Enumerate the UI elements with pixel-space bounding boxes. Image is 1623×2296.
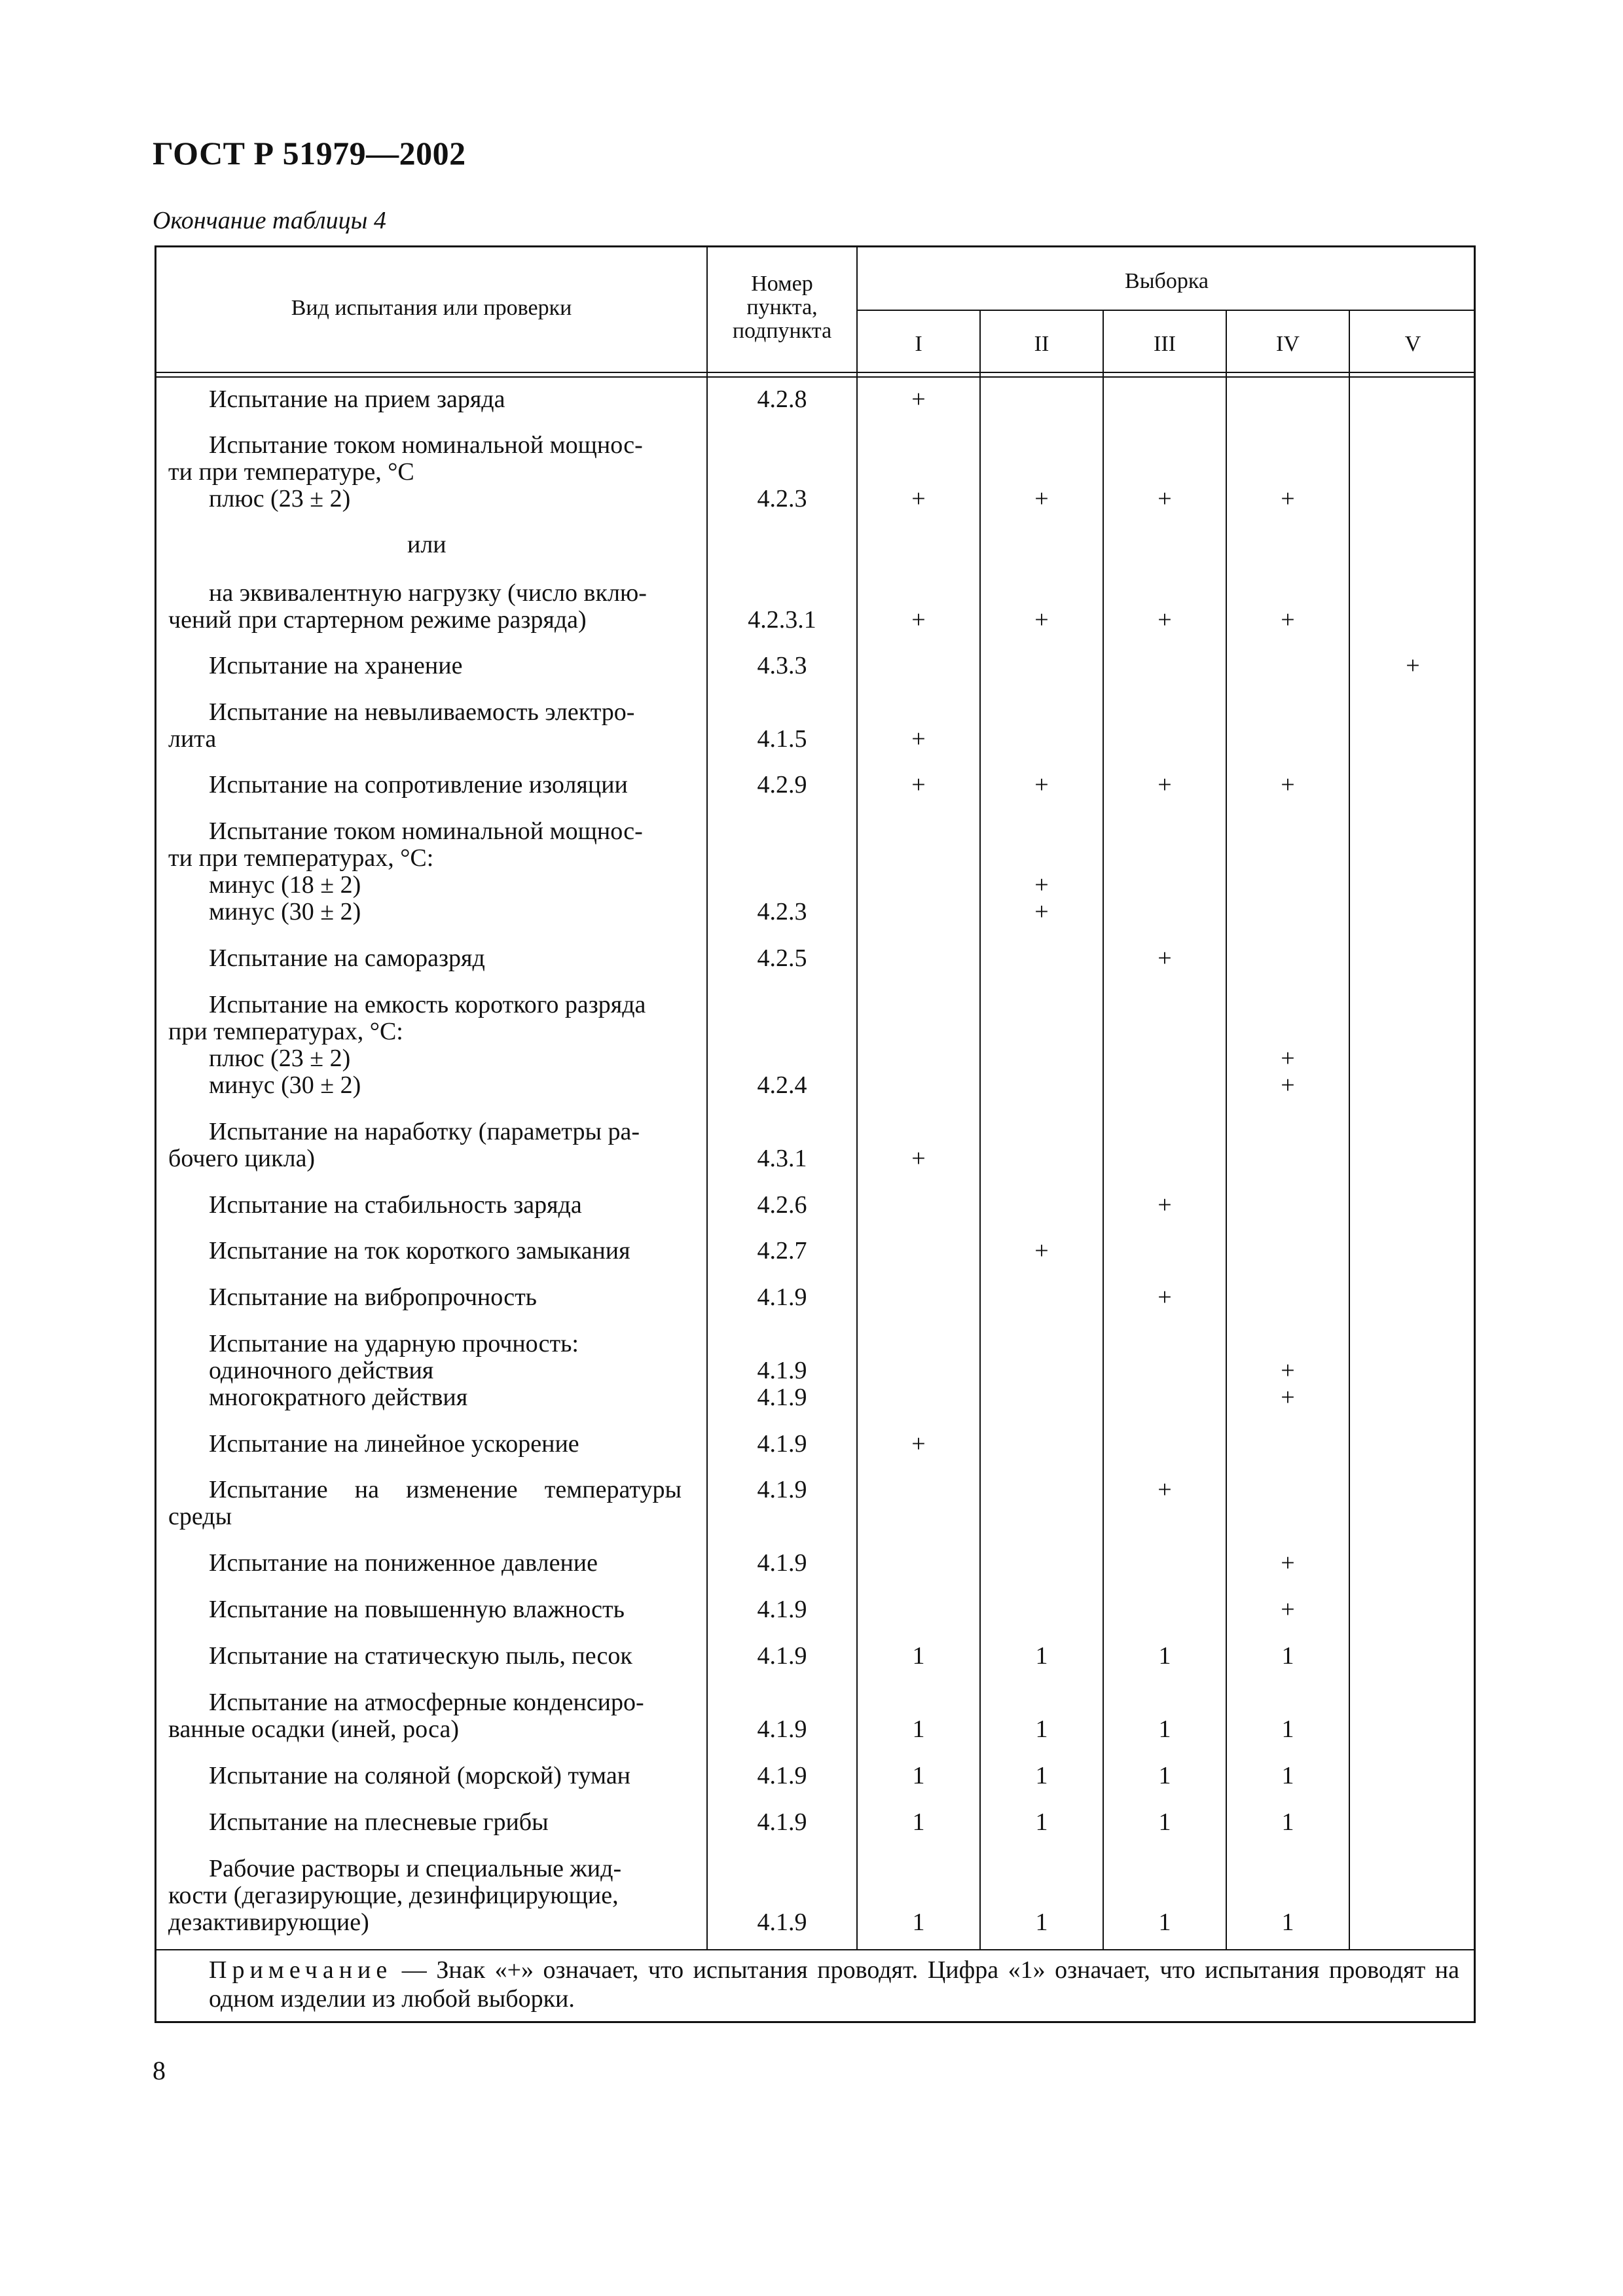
row-test-name: Испытание на плесневые грибы	[209, 1808, 549, 1836]
row-clause: 4.2.7	[757, 1237, 807, 1265]
mark-i: +	[911, 1430, 926, 1458]
page-number: 8	[153, 2056, 166, 2085]
row-test-name: Испытание на сопротивление изоляции	[209, 771, 628, 798]
row-test-name: кости (дегазирующие, дезинфицирующие,	[168, 1882, 619, 1909]
mark-iv: +	[1281, 1357, 1295, 1384]
row-clause: 4.1.9	[757, 1384, 807, 1411]
row-test-name: плюс (23 ± 2)	[209, 1045, 351, 1072]
mark-iii: +	[1158, 1283, 1172, 1311]
note-divider	[156, 1949, 1476, 1950]
mark-iii: +	[1158, 1191, 1172, 1219]
mark-iv: 1	[1281, 1762, 1294, 1789]
row-test-name: или	[407, 531, 447, 558]
row-test-name: чений при стартерном режиме разряда)	[168, 606, 587, 634]
mark-i: +	[911, 1145, 926, 1172]
mark-i: +	[911, 725, 926, 753]
row-clause: 4.3.1	[757, 1145, 807, 1172]
row-clause: 4.1.9	[757, 1762, 807, 1789]
mark-iii: 1	[1158, 1808, 1171, 1836]
row-test-name: при температурах, °С:	[168, 1018, 403, 1045]
row-test-name: дезактивирующие)	[168, 1909, 369, 1936]
mark-ii: 1	[1035, 1642, 1048, 1670]
header-sample-iii: III	[1154, 332, 1176, 356]
row-test-name: Испытание на статическую пыль, песок	[209, 1642, 632, 1670]
mark-iv: +	[1281, 485, 1295, 512]
row-test-name: многократного действия	[209, 1384, 468, 1411]
mark-i: 1	[912, 1715, 925, 1743]
mark-ii: +	[1034, 606, 1049, 634]
row-test-name: ванные осадки (иней, роса)	[168, 1715, 459, 1743]
row-clause: 4.1.9	[757, 1642, 807, 1670]
header-sample-iv: IV	[1276, 332, 1300, 356]
row-clause: 4.2.3.1	[748, 606, 816, 634]
row-test-name: Испытание на ток короткого замыкания	[209, 1237, 630, 1265]
row-test-name: плюс (23 ± 2)	[209, 485, 351, 512]
mark-ii: +	[1034, 771, 1049, 798]
row-clause: 4.1.9	[757, 1357, 807, 1384]
row-test-name: Испытание на изменение температуры	[209, 1476, 682, 1503]
row-test-name: Испытание на наработку (параметры ра-	[209, 1118, 640, 1145]
mark-v: +	[1406, 652, 1420, 679]
row-clause: 4.1.9	[757, 1549, 807, 1577]
header-sample-ii: II	[1034, 332, 1049, 356]
row-clause: 4.1.9	[757, 1430, 807, 1458]
mark-i: +	[911, 485, 926, 512]
col-divider	[1226, 310, 1227, 1949]
mark-iii: +	[1158, 606, 1172, 634]
test-table	[155, 245, 1476, 2023]
row-test-name: Испытание на повышенную влажность	[209, 1596, 625, 1623]
mark-iii: +	[1158, 944, 1172, 972]
row-test-name: среды	[168, 1503, 232, 1530]
header-sample-v: V	[1404, 332, 1421, 356]
mark-i: +	[911, 771, 926, 798]
mark-i: 1	[912, 1642, 925, 1670]
mark-iii: 1	[1158, 1909, 1171, 1936]
row-test-name: Испытание на хранение	[209, 652, 463, 679]
mark-iv: +	[1281, 1045, 1295, 1072]
row-test-name: бочего цикла)	[168, 1145, 316, 1172]
row-test-name: Рабочие растворы и специальные жид-	[209, 1855, 622, 1882]
row-divider	[856, 310, 1476, 311]
mark-ii: +	[1034, 1237, 1049, 1265]
mark-i: 1	[912, 1909, 925, 1936]
row-test-name: Испытание на прием заряда	[209, 386, 505, 413]
mark-iv: 1	[1281, 1642, 1294, 1670]
mark-iii: 1	[1158, 1715, 1171, 1743]
header-divider	[156, 376, 1476, 378]
mark-ii: 1	[1035, 1715, 1048, 1743]
row-test-name: Испытание на пониженное давление	[209, 1549, 598, 1577]
header-clause: Номер пункта, подпункта	[732, 272, 832, 343]
row-clause: 4.1.9	[757, 1808, 807, 1836]
mark-iv: +	[1281, 771, 1295, 798]
row-test-name: Испытание на саморазряд	[209, 944, 485, 972]
row-test-name: ти при температурах, °С:	[168, 844, 434, 872]
mark-i: 1	[912, 1762, 925, 1789]
table-note	[209, 1956, 1459, 2013]
row-test-name: лита	[168, 725, 217, 753]
row-clause: 4.2.4	[757, 1071, 807, 1099]
row-clause: 4.1.9	[757, 1909, 807, 1936]
row-test-name: Испытание на атмосферные конденсиро-	[209, 1689, 644, 1716]
mark-ii: +	[1034, 485, 1049, 512]
row-test-name: Испытание на стабильность заряда	[209, 1191, 582, 1219]
mark-ii: +	[1034, 898, 1049, 925]
mark-iv: 1	[1281, 1808, 1294, 1836]
row-test-name: Испытание на линейное ускорение	[209, 1430, 579, 1458]
mark-iv: +	[1281, 606, 1295, 634]
row-clause: 4.1.9	[757, 1715, 807, 1743]
row-test-name: минус (30 ± 2)	[209, 898, 361, 925]
mark-i: +	[911, 386, 926, 413]
row-test-name: минус (18 ± 2)	[209, 871, 361, 899]
mark-iii: 1	[1158, 1642, 1171, 1670]
table-caption: Окончание таблицы 4	[153, 207, 386, 234]
row-clause: 4.2.9	[757, 771, 807, 798]
mark-iv: 1	[1281, 1909, 1294, 1936]
row-test-name: Испытание на соляной (морской) туман	[209, 1762, 631, 1789]
row-test-name: Испытание на емкость короткого разряда	[209, 991, 646, 1018]
row-clause: 4.3.3	[757, 652, 807, 679]
mark-iii: 1	[1158, 1762, 1171, 1789]
row-test-name: на эквивалентную нагрузку (число вклю-	[209, 579, 647, 607]
row-clause: 4.2.3	[757, 485, 807, 512]
row-clause: 4.2.3	[757, 898, 807, 925]
row-test-name: Испытание током номинальной мощнос-	[209, 817, 643, 845]
mark-iv: +	[1281, 1071, 1295, 1099]
mark-ii: 1	[1035, 1762, 1048, 1789]
row-test-name: Испытание на ударную прочность:	[209, 1330, 579, 1357]
col-divider	[1349, 310, 1350, 1949]
mark-ii: 1	[1035, 1808, 1048, 1836]
row-clause: 4.2.6	[757, 1191, 807, 1219]
row-clause: 4.2.8	[757, 386, 807, 413]
col-divider	[1103, 310, 1104, 1949]
row-test-name: Испытание током номинальной мощнос-	[209, 431, 643, 459]
note-head: Примечание	[209, 1956, 393, 1984]
mark-iv: 1	[1281, 1715, 1294, 1743]
mark-i: 1	[912, 1808, 925, 1836]
mark-iv: +	[1281, 1596, 1295, 1623]
row-test-name: Испытание на невыливаемость электро-	[209, 698, 635, 726]
header-sample-i: I	[915, 332, 922, 356]
mark-iii: +	[1158, 485, 1172, 512]
mark-iv: +	[1281, 1549, 1295, 1577]
col-divider	[979, 310, 981, 1949]
row-test-name: минус (30 ± 2)	[209, 1071, 361, 1099]
mark-iii: +	[1158, 1476, 1172, 1503]
row-clause: 4.2.5	[757, 944, 807, 972]
header-test-type: Вид испытания или проверки	[291, 296, 572, 320]
mark-ii: 1	[1035, 1909, 1048, 1936]
row-test-name: Испытание на вибропрочность	[209, 1283, 538, 1311]
row-test-name: одиночного действия	[209, 1357, 434, 1384]
note-text: — Знак «+» означает, что испытания проводят. Цифра «1» означает, что испытания проводят на одном изделии из любой выборки.	[209, 1956, 1459, 2013]
row-clause: 4.1.9	[757, 1476, 807, 1503]
document-title: ГОСТ Р 51979—2002	[153, 135, 466, 171]
mark-ii: +	[1034, 871, 1049, 899]
mark-iii: +	[1158, 771, 1172, 798]
row-test-name: ти при температуре, °С	[168, 458, 414, 486]
row-clause: 4.1.9	[757, 1283, 807, 1311]
mark-i: +	[911, 606, 926, 634]
row-clause: 4.1.9	[757, 1596, 807, 1623]
header-divider	[156, 372, 1476, 373]
header-sample: Выборка	[1125, 269, 1209, 293]
mark-iv: +	[1281, 1384, 1295, 1411]
row-clause: 4.1.5	[757, 725, 807, 753]
